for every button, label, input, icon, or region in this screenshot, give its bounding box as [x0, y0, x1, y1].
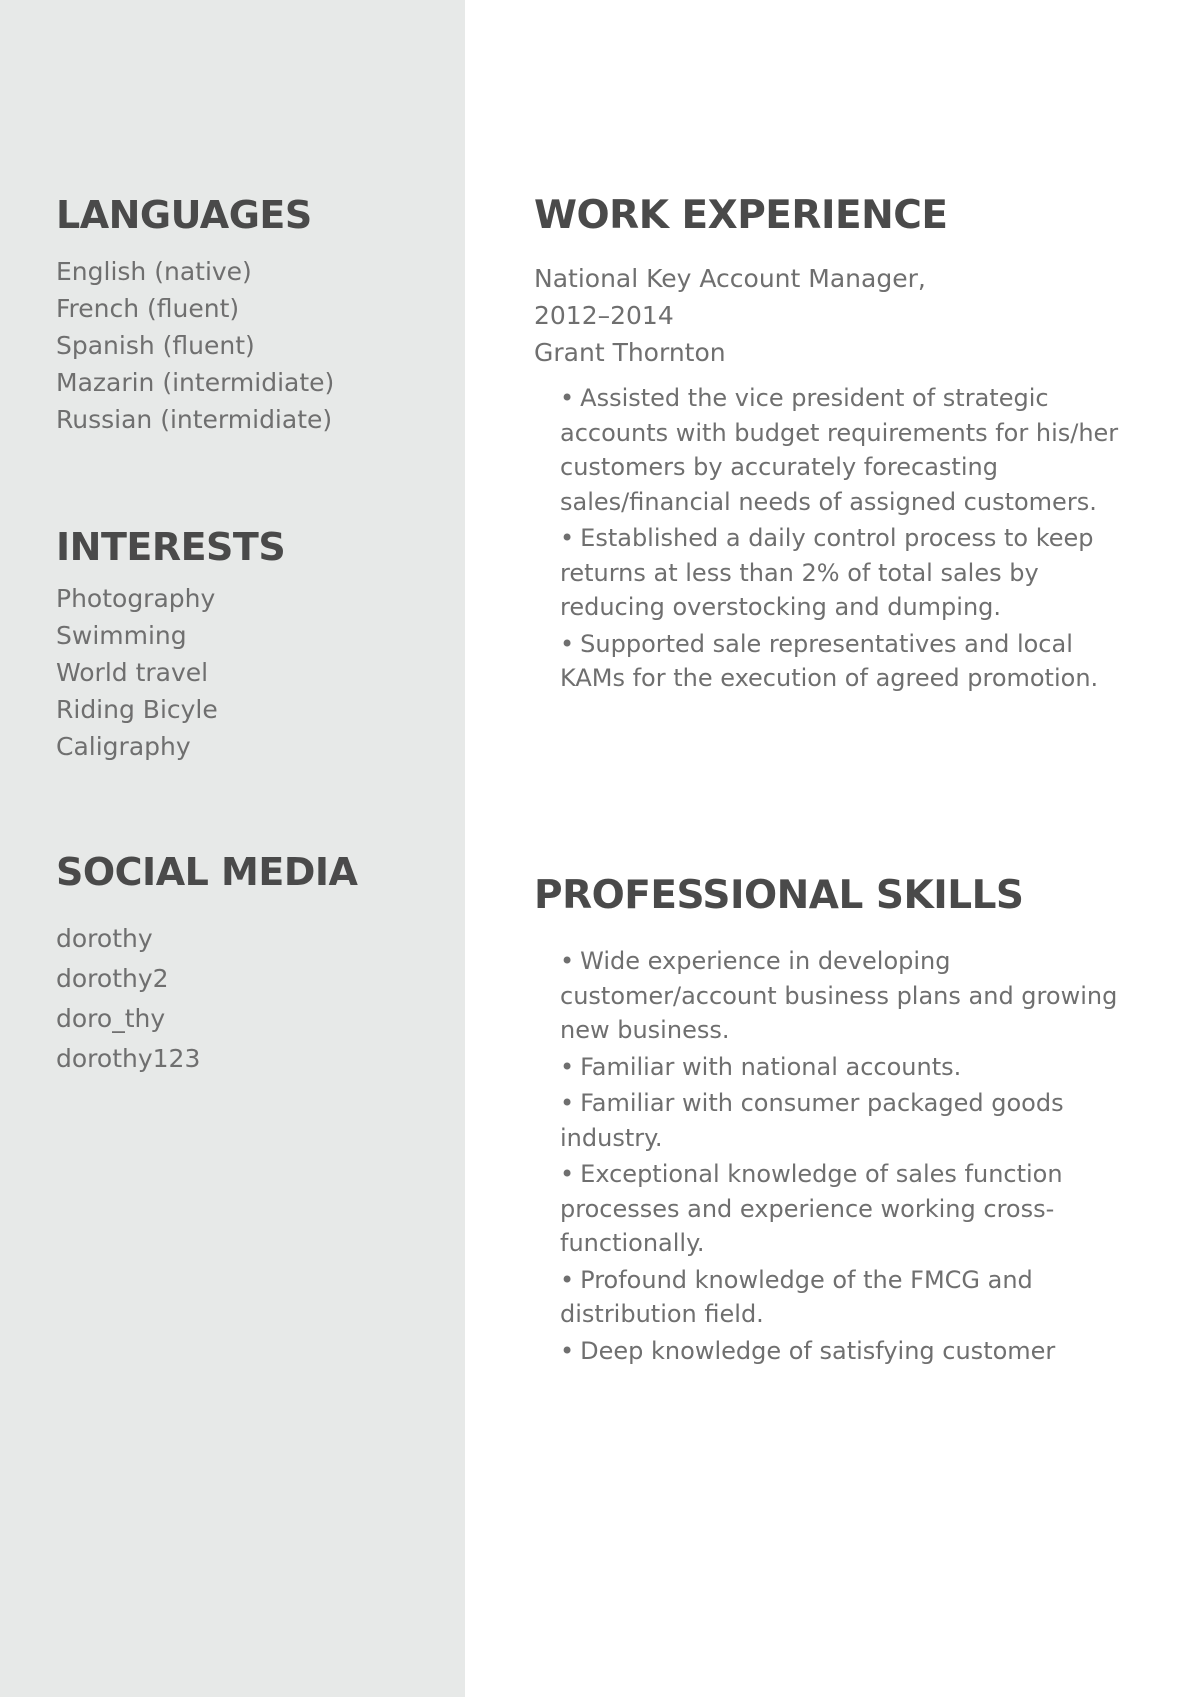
- professional-skills-bullets: [534, 944, 1120, 1368]
- job-company: Grant Thornton: [534, 338, 726, 367]
- languages-heading: LANGUAGES: [56, 193, 312, 237]
- social-media-handle: dorothy123: [56, 1044, 201, 1073]
- work-experience-bullets: [534, 381, 1120, 696]
- job-header: [534, 260, 1120, 371]
- job-position: National Key Account Manager,: [534, 264, 926, 293]
- social-media-handle: doro_thy: [56, 1004, 166, 1033]
- bullet-icon: •: [560, 1160, 575, 1188]
- skill-bullet: [560, 1086, 1120, 1155]
- social-media-list: [56, 919, 357, 1079]
- language-item: French (fluent): [56, 294, 240, 323]
- language-item: Russian (intermidiate): [56, 405, 333, 434]
- bullet-icon: •: [560, 629, 575, 658]
- languages-section: [56, 192, 334, 438]
- skill-bullet-text: Exceptional knowledge of sales function processes and experience working cross-functionally.: [560, 1160, 1063, 1257]
- sidebar: [0, 0, 465, 1697]
- social-media-handle: dorothy2: [56, 964, 169, 993]
- work-bullet: [560, 521, 1120, 625]
- interest-item: Swimming: [56, 621, 187, 650]
- bullet-icon: •: [560, 1089, 575, 1117]
- skill-bullet-text: Familiar with consumer packaged goods industry.: [560, 1089, 1064, 1152]
- interests-heading: INTERESTS: [56, 525, 286, 569]
- bullet-icon: •: [560, 384, 575, 412]
- skill-bullet: [560, 1050, 1120, 1085]
- interest-item: World travel: [56, 658, 209, 687]
- bullet-icon: •: [560, 524, 575, 552]
- main-content: [465, 0, 1200, 1697]
- interest-item: Caligraphy: [56, 732, 191, 761]
- social-media-heading: SOCIAL MEDIA: [56, 850, 358, 894]
- work-experience-heading: WORK EXPERIENCE: [534, 193, 948, 238]
- skill-bullet-text: Profound knowledge of the FMCG and distribution field.: [560, 1265, 1033, 1328]
- skill-bullet-text: Wide experience in developing customer/account business plans and growing new business.: [560, 947, 1118, 1044]
- work-experience-section: [534, 192, 1120, 698]
- language-item: Spanish (fluent): [56, 331, 255, 360]
- work-bullet: [560, 627, 1120, 696]
- skill-bullet: [560, 1263, 1120, 1332]
- work-bullet-text: Supported sale representatives and local KAMs for the execution of agreed promotion.: [560, 629, 1099, 692]
- social-media-section: [56, 849, 357, 1079]
- skill-bullet: [560, 1334, 1120, 1369]
- skill-bullet: [560, 1157, 1120, 1261]
- social-media-handle: dorothy: [56, 924, 153, 953]
- language-item: Mazarin (intermidiate): [56, 368, 335, 397]
- bullet-icon: •: [560, 1052, 575, 1081]
- work-bullet-text: Assisted the vice president of strategic accounts with budget requirements for his/her customers by accurately forecasting sales/financial needs of assigned customers.: [560, 384, 1119, 516]
- bullet-icon: •: [560, 947, 575, 975]
- skill-bullet: [560, 944, 1120, 1048]
- interest-item: Riding Bicyle: [56, 695, 218, 724]
- languages-list: [56, 253, 334, 438]
- interests-section: [56, 524, 285, 765]
- bullet-icon: •: [560, 1336, 575, 1365]
- interests-list: [56, 580, 285, 765]
- interest-item: Photography: [56, 584, 216, 613]
- work-bullet: [560, 381, 1120, 519]
- language-item: English (native): [56, 257, 252, 286]
- job-dates: 2012–2014: [534, 301, 674, 330]
- skill-bullet-text: Familiar with national accounts.: [580, 1052, 962, 1081]
- skill-bullet-text: Deep knowledge of satisfying customer: [580, 1336, 1056, 1365]
- work-bullet-text: Established a daily control process to keep returns at less than 2% of total sales by reducing overstocking and dumping.: [560, 524, 1094, 621]
- professional-skills-heading: PROFESSIONAL SKILLS: [534, 873, 1024, 918]
- professional-skills-section: [534, 872, 1120, 1370]
- bullet-icon: •: [560, 1265, 575, 1294]
